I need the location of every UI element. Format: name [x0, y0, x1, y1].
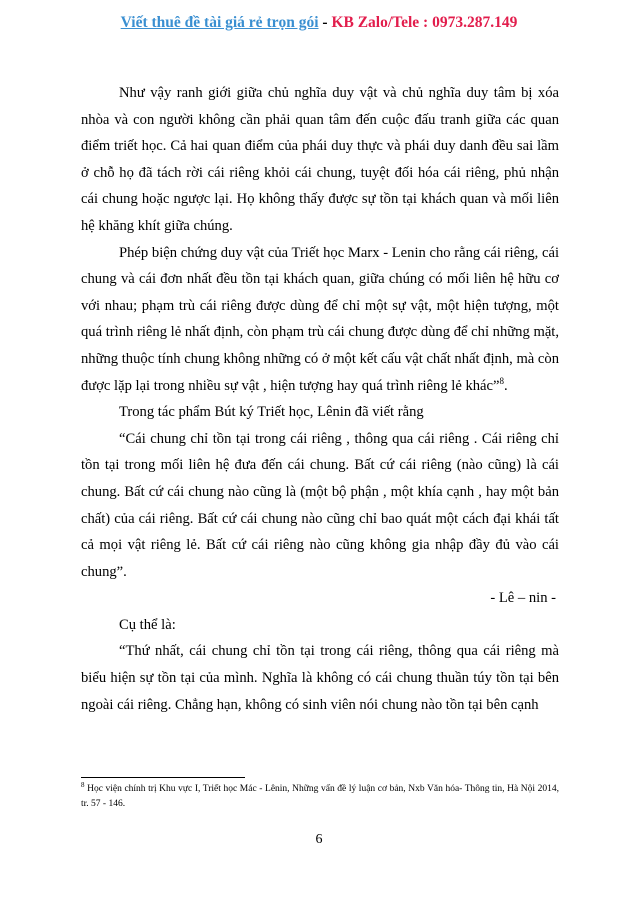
- page-number: 6: [315, 832, 323, 847]
- paragraph-2-text: Phép biện chứng duy vật của Triết học Marx - Lenin cho rằng cái riêng, cái chung và cái đơn nhất đều tồn tại khách quan, giữa chúng có mối liên hệ hữu cơ với nhau; phạm trù cái riêng được dùng để chỉ một sự vật, một hiện tượng, một quá trình riêng lẻ nhất định, còn phạm trù cái chung được dùng để chỉ những mặt, những thuộc tính chung không những có ở một kết cấu vật chất nhất định, mà còn được lặp lại trong nhiều sự vật , hiện tượng hay quá trình riêng lẻ khác”: [81, 244, 559, 394]
- footnote-divider: [81, 777, 245, 778]
- footnote: [81, 782, 559, 812]
- footnote-number: 8: [81, 780, 85, 789]
- header-link[interactable]: Viết thuê đề tài giá rẻ trọn gói: [120, 14, 319, 31]
- paragraph-specifically: Cụ thể là:: [119, 616, 176, 633]
- document-body: [81, 80, 559, 718]
- quote-lenin: “Cái chung chỉ tồn tại trong cái riêng , thông qua cái riêng . Cái riêng chỉ tồn tại trong mối liên hệ đưa đến cái chung. Bất cứ cái riêng (nào cũng) là cái chung. Bất cứ cái chung nào cũng là (một bộ phận , một khía cạnh , hay một bản chất) của cái riêng. Bất cứ cái chung nào cũng chỉ bao quát một cách đại khái tất cả mọi vật riêng lẻ. Bất cứ cái riêng nào cũng không gia nhập đầy đủ vào cái chung”.: [81, 430, 559, 580]
- footnote-text: Học viện chính trị Khu vực I, Triết học Mác - Lênin, Những vấn đề lý luận cơ bản, Nxb Văn hóa- Thông tin, Hà Nội 2014, tr. 57 - 146.: [81, 784, 560, 809]
- paragraph-1: Như vậy ranh giới giữa chủ nghĩa duy vật và chủ nghĩa duy tâm bị xóa nhòa và con người không cần phải quan tâm đến cuộc đấu tranh giữa các quan điểm triết học. Cả hai quan điểm của phái duy thực và phái duy danh đều sai lầm ở chỗ họ đã tách rời cái riêng khỏi cái chung, tuyệt đối hóa cái riêng, phủ nhận cái chung hoặc ngược lại. Họ không thấy được sự tồn tại khách quan và mối liên hệ khăng khít giữa chúng.: [81, 85, 559, 234]
- page-header: [0, 14, 638, 32]
- quote-attribution: - Lê – nin -: [490, 590, 556, 607]
- paragraph-first-point: “Thứ nhất, cái chung chỉ tồn tại trong cái riêng, thông qua cái riêng mà biểu hiện sự tồn tại của mình. Nghĩa là không có cái chung thuần túy tồn tại bên ngoài cái riêng. Chẳng hạn, không có sinh viên nói chung nào tồn tại bên cạnh: [81, 643, 559, 713]
- header-separator: -: [318, 14, 332, 31]
- header-contact: KB Zalo/Tele : 0973.287.149: [331, 14, 518, 31]
- paragraph-3: Trong tác phẩm Bút ký Triết học, Lênin đã viết rằng: [119, 404, 424, 421]
- paragraph-2: [81, 240, 559, 400]
- footnote-ref-tail: .: [504, 377, 508, 394]
- footnote-ref[interactable]: 8: [499, 375, 504, 386]
